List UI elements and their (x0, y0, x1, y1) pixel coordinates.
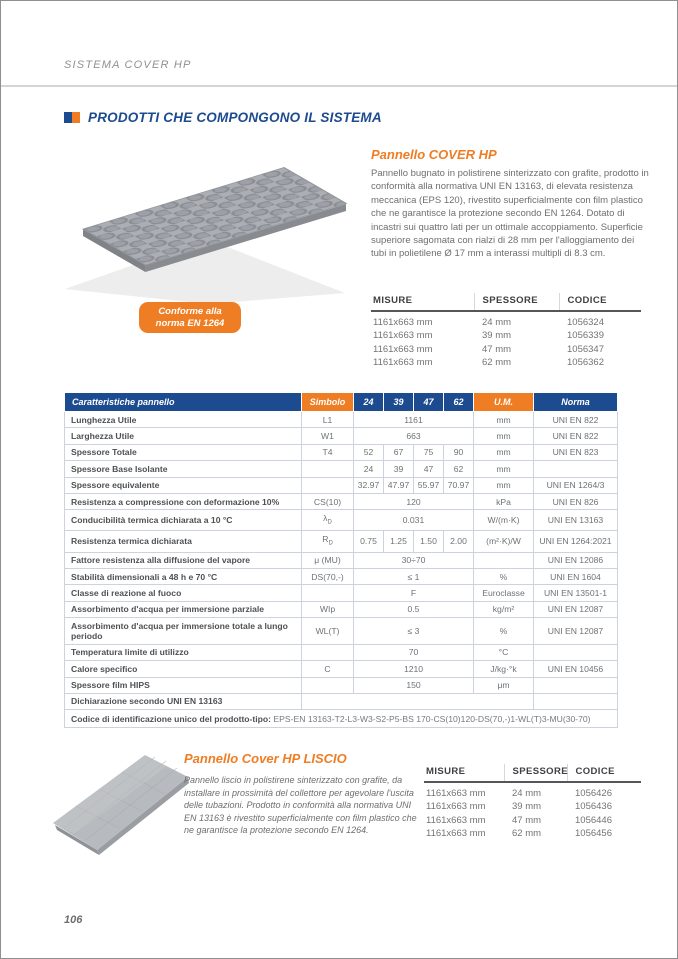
cell-spessore: 47 mm (512, 814, 542, 826)
cell-property: Stabilità dimensionali a 48 h e 70 °C (65, 568, 302, 584)
cell-um: J/kg·°k (474, 661, 534, 677)
product1-sizes-table (371, 293, 641, 369)
cell-property: Temperatura limite di utilizzo (65, 644, 302, 660)
cell-um: Euroclasse (474, 585, 534, 601)
col-norma: Norma (534, 393, 618, 412)
table-row (65, 644, 618, 660)
cell-value: 39 (384, 461, 414, 477)
table-header-row (65, 393, 618, 412)
cell-property: Resistenza a compressione con deformazione 10% (65, 493, 302, 509)
cell-norma: UNI EN 1604 (534, 568, 618, 584)
cell-empty (302, 693, 534, 709)
cell-property: Spessore film HIPS (65, 677, 302, 693)
table-row (65, 428, 618, 444)
cell-symbol (302, 677, 354, 693)
cell-property: Resistenza termica dichiarata (65, 531, 302, 552)
cell-value: 1161 (354, 412, 474, 428)
col-62: 62 (444, 393, 474, 412)
cell-codice: 1056339 (567, 330, 604, 342)
table-row (65, 461, 618, 477)
page-number: 106 (64, 914, 83, 926)
table-row (424, 800, 641, 813)
cell-um: % (474, 568, 534, 584)
cell-property: Fattore resistenza alla diffusione del vapore (65, 552, 302, 568)
product2-title: Pannello Cover HP LISCIO (184, 751, 347, 766)
cell-symbol (302, 477, 354, 493)
cell-spessore: 24 mm (482, 317, 512, 328)
cell-norma (534, 461, 618, 477)
cell-norma (534, 644, 618, 660)
cell-property: Assorbimento d'acqua per immersione parziale (65, 601, 302, 617)
table-row (65, 677, 618, 693)
cell-value: 32.97 (354, 477, 384, 493)
cell-spessore: 24 mm (512, 788, 542, 799)
cell-norma (534, 693, 618, 709)
col-misure: MISURE (371, 293, 474, 311)
cell-codice: 1056362 (567, 357, 604, 369)
cell-value: 1210 (354, 661, 474, 677)
col-codice: CODICE (559, 293, 641, 311)
cell-symbol (302, 461, 354, 477)
header-divider (1, 85, 677, 87)
col-misure: MISURE (424, 764, 504, 782)
cell-um: μm (474, 677, 534, 693)
col-47: 47 (414, 393, 444, 412)
col-spessore: SPESSORE (474, 293, 559, 311)
cell-value: 150 (354, 677, 474, 693)
cell-symbol: WIp (302, 601, 354, 617)
cell-misure: 1161x663 mm (426, 801, 486, 813)
cell-norma: UNI EN 1264/3 (534, 477, 618, 493)
conformity-badge (139, 302, 241, 333)
cell-symbol: CS(10) (302, 493, 354, 509)
cell-misure: 1161x663 mm (426, 814, 486, 826)
cell-norma: UNI EN 13501-1 (534, 585, 618, 601)
cell-value: 52 (354, 444, 384, 460)
cell-codice: 1056324 (567, 317, 604, 328)
cell-um: kPa (474, 493, 534, 509)
table-header-row (371, 293, 641, 311)
table-row (371, 329, 641, 342)
table-row (424, 782, 641, 800)
col-39: 39 (384, 393, 414, 412)
cell-um: mm (474, 412, 534, 428)
cell-um: % (474, 618, 534, 645)
cell-norma: UNI EN 12087 (534, 618, 618, 645)
cell-value: 1.25 (384, 531, 414, 552)
cell-value: 24 (354, 461, 384, 477)
cell-codice: 1056347 (567, 343, 604, 355)
cell-property: Assorbimento d'acqua per immersione totale a lungo periodo (65, 618, 302, 645)
cell-misure: 1161x663 mm (373, 357, 433, 369)
cell-codice: 1056456 (575, 828, 612, 840)
table-row (65, 477, 618, 493)
cell-um: mm (474, 461, 534, 477)
cell-value: 47 (414, 461, 444, 477)
cell-property: Spessore Base Isolante (65, 461, 302, 477)
col-spessore: SPESSORE (504, 764, 567, 782)
cell-symbol: T4 (302, 444, 354, 460)
table-row (371, 311, 641, 329)
cell-property: Larghezza Utile (65, 428, 302, 444)
cell-um: °C (474, 644, 534, 660)
cell-norma: UNI EN 823 (534, 444, 618, 460)
cell-norma: UNI EN 826 (534, 493, 618, 509)
cell-property: Spessore equivalente (65, 477, 302, 493)
section-title: PRODOTTI CHE COMPONGONO IL SISTEMA (88, 110, 382, 125)
product1-description: Pannello bugnato in polistirene sinterizzato con grafite, prodotto in conformità alla normativa UNI EN 13163, di elevata resistenza meccanica (EPS 120), rivestito superficialmente con film plastico che ne garantisce la protezione secondo EN 1264. Dotato di incastri sui quattro lati per un ottimale accoppiamento. Superficie superiore sagomata con rialzi di 28 mm per l'alloggiamento dei tubi in polietilene Ø 17 mm a interassi multipli di 8.3 cm. (371, 168, 649, 260)
cell-value: 70.97 (444, 477, 474, 493)
cell-um: W/(m·K) (474, 510, 534, 531)
col-simbolo: Simbolo (302, 393, 354, 412)
cell-value: 1.50 (414, 531, 444, 552)
cell-symbol: L1 (302, 412, 354, 428)
cell-misure: 1161x663 mm (373, 343, 433, 355)
table-row (65, 710, 618, 728)
cell-codice: 1056446 (575, 814, 612, 826)
cell-norma: UNI EN 822 (534, 428, 618, 444)
cell-property: Calore specifico (65, 661, 302, 677)
cell-value: 30÷70 (354, 552, 474, 568)
cell-value: 67 (384, 444, 414, 460)
badge-line-1: Conforme alla (158, 306, 222, 317)
cell-misure: 1161x663 mm (373, 330, 433, 342)
col-codice: CODICE (567, 764, 641, 782)
cell-symbol: $R_D$ (302, 531, 354, 552)
table-row (65, 552, 618, 568)
product2-description: Pannello liscio in polistirene sinterizzato con grafite, da installare in prossimità del collettore per agevolare l'uscita delle tubazioni. Prodotto in conformità alla normativa UNI EN 13163 è rivestito superficialmente con film plastico che ne garantisce la protezione secondo EN 1264. (184, 775, 417, 836)
cell-value: 75 (414, 444, 444, 460)
cell-symbol: WL(T) (302, 618, 354, 645)
cell-value: 120 (354, 493, 474, 509)
cell-property: Lunghezza Utile (65, 412, 302, 428)
cell-um: mm (474, 477, 534, 493)
cell-value: ≤ 3 (354, 618, 474, 645)
cell-spessore: 39 mm (482, 330, 512, 342)
cell-codice: 1056426 (575, 788, 612, 799)
cell-property: Conducibilità termica dichiarata a 10 °C (65, 510, 302, 531)
cell-misure: 1161x663 mm (373, 317, 433, 328)
cell-um: kg/m² (474, 601, 534, 617)
table-row (65, 444, 618, 460)
cell-value: 2.00 (444, 531, 474, 552)
cell-product-code (65, 710, 618, 728)
section-title-bar (64, 110, 382, 125)
cell-value: 62 (444, 461, 474, 477)
cell-um (474, 552, 534, 568)
table-row (65, 661, 618, 677)
table-header-row (424, 764, 641, 782)
product1-title: Pannello COVER HP (371, 147, 497, 162)
cell-norma: UNI EN 13163 (534, 510, 618, 531)
cell-symbol: μ (MU) (302, 552, 354, 568)
table-row (371, 356, 641, 369)
cell-spessore: 47 mm (482, 343, 512, 355)
cell-um: mm (474, 444, 534, 460)
cell-norma: UNI EN 822 (534, 412, 618, 428)
cell-norma: UNI EN 12087 (534, 601, 618, 617)
table-row (65, 618, 618, 645)
cell-property: Dichiarazione secondo UNI EN 13163 (65, 693, 302, 709)
cell-value: 55.97 (414, 477, 444, 493)
cell-misure: 1161x663 mm (426, 828, 486, 840)
product2-sizes-table (424, 764, 641, 840)
product-code-label: Codice di identificazione unico del prodotto-tipo: (71, 713, 272, 724)
badge-line-2: norma EN 1264 (155, 317, 225, 329)
cell-value: 0.5 (354, 601, 474, 617)
section-bullet-icon (64, 112, 80, 123)
characteristics-table (64, 392, 618, 728)
cell-norma: UNI EN 10456 (534, 661, 618, 677)
cell-property: Spessore Totale (65, 444, 302, 460)
col-um: U.M. (474, 393, 534, 412)
cell-symbol: DS(70,-) (302, 568, 354, 584)
table-row (371, 343, 641, 356)
col-24: 24 (354, 393, 384, 412)
cell-um: (m²·K)/W (474, 531, 534, 552)
running-header: SISTEMA COVER HP (64, 59, 192, 71)
cell-symbol (302, 585, 354, 601)
cell-misure: 1161x663 mm (426, 788, 486, 799)
cell-symbol: C (302, 661, 354, 677)
table-row (65, 601, 618, 617)
table-row (65, 493, 618, 509)
cell-norma: UNI EN 12086 (534, 552, 618, 568)
cell-value: ≤ 1 (354, 568, 474, 584)
table-row (424, 827, 641, 840)
cell-symbol: $\lambda_D$ (302, 510, 354, 531)
table-row (65, 568, 618, 584)
cell-value: 0.031 (354, 510, 474, 531)
table-row (65, 412, 618, 428)
cell-property: Classe di reazione al fuoco (65, 585, 302, 601)
product-code-value: EPS-EN 13163-T2-L3-W3-S2-P5-BS 170-CS(10)120-DS(70,-)1-WL(T)3-MU(30-70) (271, 713, 591, 724)
cell-value: 663 (354, 428, 474, 444)
cell-codice: 1056436 (575, 801, 612, 813)
cell-spessore: 39 mm (512, 801, 542, 813)
cell-symbol: W1 (302, 428, 354, 444)
cell-value: 90 (444, 444, 474, 460)
table-row (65, 585, 618, 601)
panel-cover-hp-image (57, 143, 349, 310)
table-row (65, 693, 618, 709)
cell-spessore: 62 mm (482, 357, 512, 369)
table-row (424, 814, 641, 827)
table-row (65, 531, 618, 552)
cell-um: mm (474, 428, 534, 444)
cell-norma: UNI EN 1264:2021 (534, 531, 618, 552)
cell-spessore: 62 mm (512, 828, 542, 840)
cell-value: 47.97 (384, 477, 414, 493)
col-caratteristiche: Caratteristiche pannello (65, 393, 302, 412)
cell-value: 0.75 (354, 531, 384, 552)
cell-symbol (302, 644, 354, 660)
table-row (65, 510, 618, 531)
cell-norma (534, 677, 618, 693)
panel-liscio-image (47, 747, 195, 862)
cell-value: F (354, 585, 474, 601)
cell-value: 70 (354, 644, 474, 660)
